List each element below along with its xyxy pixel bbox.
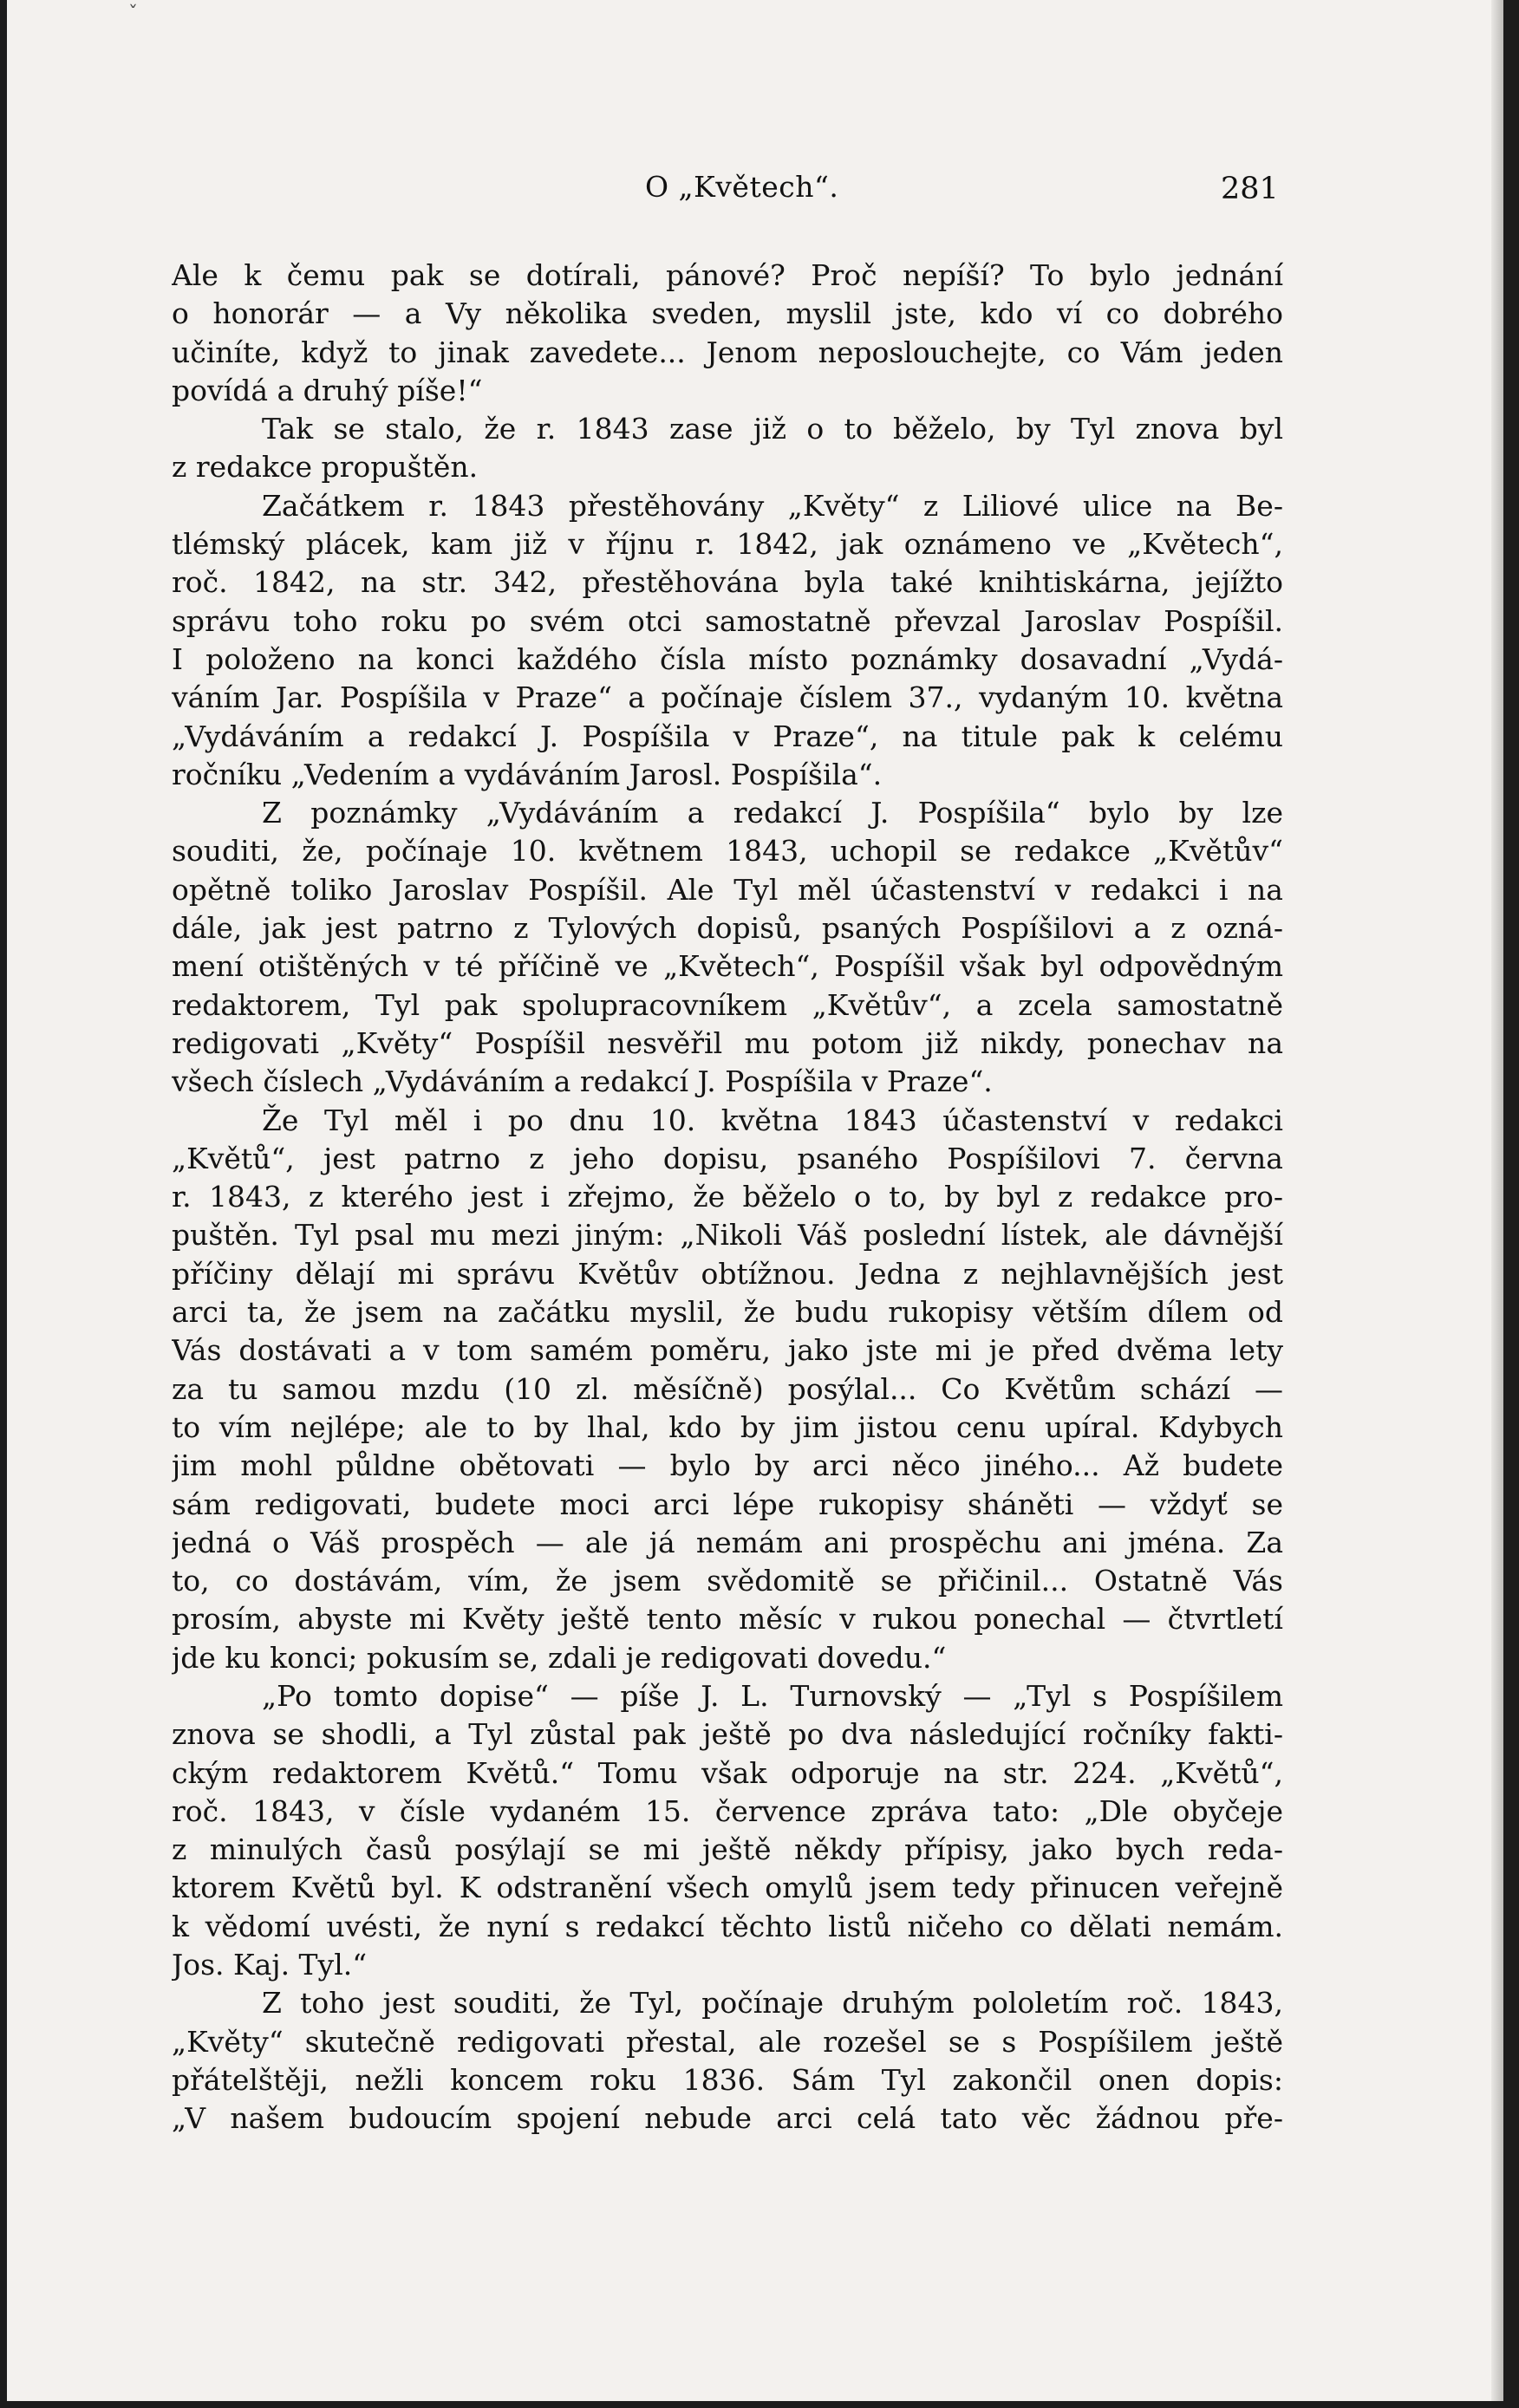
text-line: Začátkem r. 1843 přestěhovány „Květy“ z Liliové ulice na Be- xyxy=(262,488,1283,523)
text-line: redaktorem, Tyl pak spolupracovníkem „Květův“, a zcela samostatně xyxy=(172,987,1283,1022)
text-line: Vás dostávati a v tom samém poměru, jako jste mi je před dvěma lety xyxy=(172,1333,1283,1368)
text-line: „Květy“ skutečně redigovati přestal, ale rozešel se s Pospíšilem ještě xyxy=(172,2024,1283,2059)
text-line: opětně toliko Jaroslav Pospíšil. Ale Tyl měl účastenství v redakci i na xyxy=(172,872,1283,907)
text-line: „V našem budoucím spojení nebude arci celá tato věc žádnou pře- xyxy=(172,2101,1283,2136)
text-line: z redakce propuštěn. xyxy=(172,450,479,485)
text-line: dále, jak jest patrno z Tylových dopisů, psaných Pospíšilovi a z ozná- xyxy=(172,911,1283,946)
text-line: příčiny dělají mi správu Květův obtížnou. Jedna z nejhlavnějších jest xyxy=(172,1256,1283,1291)
scan-speck-mark: ˇ xyxy=(128,3,138,25)
text-line: jde ku konci; pokusím se, zdali je redigovati dovedu.“ xyxy=(172,1640,947,1675)
text-line: znova se shodli, a Tyl zůstal pak ještě po dva následující ročníky fakti- xyxy=(172,1717,1283,1752)
text-line: puštěn. Tyl psal mu mezi jiným: „Nikoli Váš poslední lístek, ale dávnější xyxy=(172,1218,1283,1253)
text-line: roč. 1842, na str. 342, přestěhována byla také knihtiskárna, jejížto xyxy=(172,565,1283,600)
text-line: Jos. Kaj. Tyl.“ xyxy=(172,1948,368,1982)
text-line: „Vydáváním a redakcí J. Pospíšila v Praze“, na titule pak k celému xyxy=(172,719,1283,753)
text-line: prosím, abyste mi Květy ještě tento měsíc v rukou ponechal — čtvrtletí xyxy=(172,1602,1283,1637)
text-line: Že Tyl měl i po dnu 10. května 1843 účastenství v redakci xyxy=(262,1103,1283,1137)
text-line: to, co dostávám, vím, že jsem svědomitě se přičinil... Ostatně Vás xyxy=(172,1564,1283,1598)
text-line: to vím nejlépe; ale to by lhal, kdo by jim jistou cenu upíral. Kdybych xyxy=(172,1409,1283,1444)
text-line: přátelštěji, nežli koncem roku 1836. Sám Tyl zakončil onen dopis: xyxy=(172,2062,1283,2097)
text-line: Tak se stalo, že r. 1843 zase již o to běželo, by Tyl znova byl xyxy=(262,412,1283,446)
page-number: 281 xyxy=(1221,172,1279,206)
text-line: váním Jar. Pospíšila v Praze“ a počínaje číslem 37., vydaným 10. května xyxy=(172,680,1283,715)
text-line: souditi, že, počínaje 10. květnem 1843, uchopil se redakce „Květův“ xyxy=(172,834,1283,869)
text-line: všech číslech „Vydáváním a redakcí J. Pospíšila v Praze“. xyxy=(172,1064,993,1099)
text-line: arci ta, že jsem na začátku myslil, že budu rukopisy větším dílem od xyxy=(172,1295,1283,1330)
text-line: povídá a druhý píše!“ xyxy=(172,373,483,407)
text-line: tlémský plácek, kam již v říjnu r. 1842, jak oznámeno ve „Květech“, xyxy=(172,527,1283,562)
running-title: O „Květech“. xyxy=(645,170,839,204)
text-line: správu toho roku po svém otci samostatně převzal Jaroslav Pospíšil. xyxy=(172,603,1283,638)
text-line: „Po tomto dopise“ — píše J. L. Turnovský — „Tyl s Pospíšilem xyxy=(262,1678,1283,1713)
text-line: roč. 1843, v čísle vydaném 15. července zpráva tato: „Dle obyčeje xyxy=(172,1793,1283,1828)
text-line: mení otištěných v té příčině ve „Květech“, Pospíšil však byl odpovědným xyxy=(172,949,1283,984)
page-header xyxy=(7,170,1503,213)
text-line: „Květů“, jest patrno z jeho dopisu, psaného Pospíšilovi 7. června xyxy=(172,1141,1283,1175)
body-text xyxy=(172,257,1283,2138)
text-line: ročníku „Vedením a vydáváním Jarosl. Pospíšila“. xyxy=(172,757,883,791)
text-line: jim mohl půldne obětovati — bylo by arci něco jiného... Až budete xyxy=(172,1448,1283,1483)
text-line: jedná o Váš prospěch — ale já nemám ani prospěchu ani jména. Za xyxy=(172,1525,1283,1559)
text-line: Z poznámky „Vydáváním a redakcí J. Pospíšila“ bylo by lze xyxy=(262,796,1283,830)
page-edge-shadow xyxy=(1491,0,1503,2401)
book-page xyxy=(7,0,1503,2401)
text-line: učiníte, když to jinak zavedete... Jenom neposlouchejte, co Vám jeden xyxy=(172,335,1283,369)
text-line: I položeno na konci každého čísla místo poznámky dosavadní „Vydá- xyxy=(172,641,1283,676)
text-line: o honorár — a Vy několika sveden, myslil jste, kdo ví co dobrého xyxy=(172,296,1283,331)
text-line: redigovati „Květy“ Pospíšil nesvěřil mu potom již nikdy, ponechav na xyxy=(172,1025,1283,1060)
text-line: sám redigovati, budete moci arci lépe rukopisy sháněti — vždyť se xyxy=(172,1487,1283,1521)
text-line: za tu samou mzdu (10 zl. měsíčně) posýlal... Co Květům schází — xyxy=(172,1371,1283,1406)
text-line: z minulých časů posýlají se mi ještě někdy přípisy, jako bych reda- xyxy=(172,1832,1283,1867)
text-line: ckým redaktorem Květů.“ Tomu však odporuje na str. 224. „Květů“, xyxy=(172,1755,1283,1790)
text-line: r. 1843, z kterého jest i zřejmo, že běželo o to, by byl z redakce pro- xyxy=(172,1180,1283,1214)
text-line: ktorem Květů byl. K odstranění všech omylů jsem tedy přinucen veřejně xyxy=(172,1871,1283,1905)
text-line: Z toho jest souditi, že Tyl, počínaje druhým pololetím roč. 1843, xyxy=(262,1986,1283,2021)
text-line: Ale k čemu pak se dotírali, pánové? Proč nepíší? To bylo jednání xyxy=(172,258,1283,292)
text-line: k vědomí uvésti, že nyní s redakcí těchto listů ničeho co dělati nemám. xyxy=(172,1909,1283,1943)
